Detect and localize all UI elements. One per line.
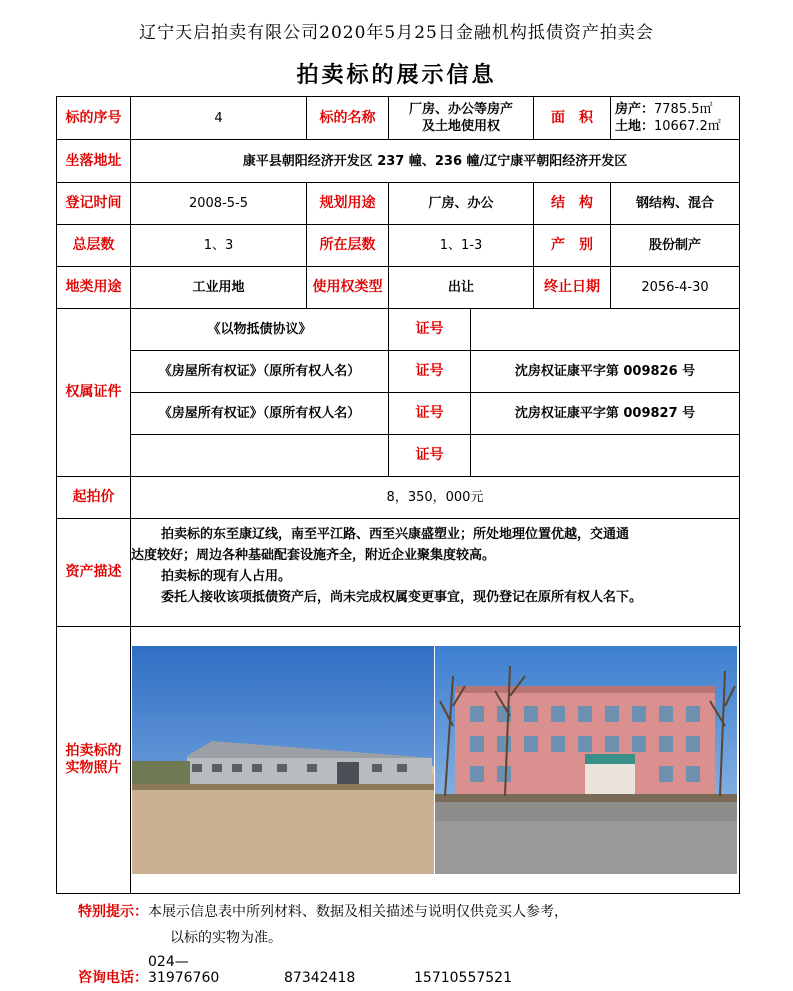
phone-number-1: 024—31976760 xyxy=(148,954,220,986)
office-photo-image xyxy=(435,646,737,874)
special-note xyxy=(78,901,568,921)
name-value xyxy=(389,97,534,140)
struct-value: 钢结构、混合 xyxy=(611,183,739,225)
ownership-doc-2: 《房屋所有权证》（原所有权人名） xyxy=(131,351,389,393)
floors-value: 1、3 xyxy=(131,225,307,267)
description-line-1: 拍卖标的东至康辽线，南至平江路、西至兴康盛塑业；所处地理位置优越，交通通 xyxy=(161,527,630,542)
plan-value: 厂房、办公 xyxy=(389,183,534,225)
right-type-label: 使用权类型 xyxy=(307,267,389,309)
photos-label-line2: 实物照片 xyxy=(65,760,122,776)
floor-value: 1、1-3 xyxy=(389,225,534,267)
description-line-2: 达度较好；周边各种基础配套设施齐全，附近企业聚集度较高。 xyxy=(131,548,496,563)
location-label: 坐落地址 xyxy=(57,140,131,183)
special-note-line1: 本展示信息表中所列材料、数据及相关描述与说明仅供竞买人参考， xyxy=(148,904,568,920)
price-label: 起拍价 xyxy=(57,477,131,519)
prop-label: 产 别 xyxy=(534,225,611,267)
info-table xyxy=(56,96,740,894)
description-line-3: 拍卖标的现有人占用。 xyxy=(161,569,292,584)
phone-number-2: 87342418 xyxy=(284,970,356,986)
cert-label-4: 证号 xyxy=(389,435,471,477)
warehouse-photo-image xyxy=(132,646,434,874)
plan-label: 规划用途 xyxy=(307,183,389,225)
prop-value: 股份制产 xyxy=(611,225,739,267)
contact-phone-label: 咨询电话： xyxy=(78,970,148,986)
struct-label: 结 构 xyxy=(534,183,611,225)
end-date-value: 2056-4-30 xyxy=(611,267,739,309)
photo-office-building xyxy=(435,646,737,874)
seq-value: 4 xyxy=(131,97,307,140)
area-label: 面 积 xyxy=(534,97,611,140)
name-line2: 及土地使用权 xyxy=(421,119,500,134)
cert-label-1: 证号 xyxy=(389,309,471,351)
photos-label-line1: 拍卖标的 xyxy=(65,743,122,759)
cert-label-3: 证号 xyxy=(389,393,471,435)
name-line1: 厂房、办公等房产 xyxy=(408,102,513,117)
page-title: 拍卖标的展示信息 xyxy=(296,63,497,88)
name-label: 标的名称 xyxy=(307,97,389,140)
phone-number-3: 15710557521 xyxy=(414,970,512,986)
special-note-line2-wrap xyxy=(170,927,282,947)
price-value: 8，350，000元 xyxy=(131,477,739,519)
area-house: 7785.5㎡ xyxy=(654,102,713,117)
description-label: 资产描述 xyxy=(57,519,131,627)
ownership-label: 权属证件 xyxy=(57,309,131,477)
land-label: 地类用途 xyxy=(57,267,131,309)
description-text xyxy=(131,519,741,627)
reg-label: 登记时间 xyxy=(57,183,131,225)
cert-value-3: 沈房权证康平字第 009827 号 xyxy=(471,393,739,435)
ownership-doc-4 xyxy=(131,435,389,477)
special-note-label: 特别提示： xyxy=(78,904,148,920)
ownership-doc-3: 《房屋所有权证》（原所有权人名） xyxy=(131,393,389,435)
end-date-label: 终止日期 xyxy=(534,267,611,309)
photo-warehouse xyxy=(132,646,434,874)
reg-value: 2008-5-5 xyxy=(131,183,307,225)
cert-value-4 xyxy=(471,435,739,477)
area-value xyxy=(611,97,739,140)
description-line-4: 委托人接收该项抵债资产后，尚未完成权属变更事宜，现仍登记在原所有权人名下。 xyxy=(161,590,643,605)
auction-header: 辽宁天启拍卖有限公司2020年5月25日金融机构抵债资产拍卖会 xyxy=(139,23,654,43)
cert-value-2: 沈房权证康平字第 009826 号 xyxy=(471,351,739,393)
location-value: 康平县朝阳经济开发区 237 幢、236 幢/辽宁康平朝阳经济开发区 xyxy=(131,140,739,183)
floors-label: 总层数 xyxy=(57,225,131,267)
special-note-line2: 以标的实物为准。 xyxy=(170,930,282,946)
area-land-label: 土地： xyxy=(615,119,655,134)
contact-phone xyxy=(78,954,512,987)
area-land: 10667.2㎡ xyxy=(654,119,721,134)
cert-value-1 xyxy=(471,309,739,351)
photos-label xyxy=(57,627,131,893)
seq-label: 标的序号 xyxy=(57,97,131,140)
right-type-value: 出让 xyxy=(389,267,534,309)
land-value: 工业用地 xyxy=(131,267,307,309)
cert-label-2: 证号 xyxy=(389,351,471,393)
floor-label: 所在层数 xyxy=(307,225,389,267)
ownership-doc-1: 《以物抵债协议》 xyxy=(131,309,389,351)
area-house-label: 房产： xyxy=(615,102,655,117)
